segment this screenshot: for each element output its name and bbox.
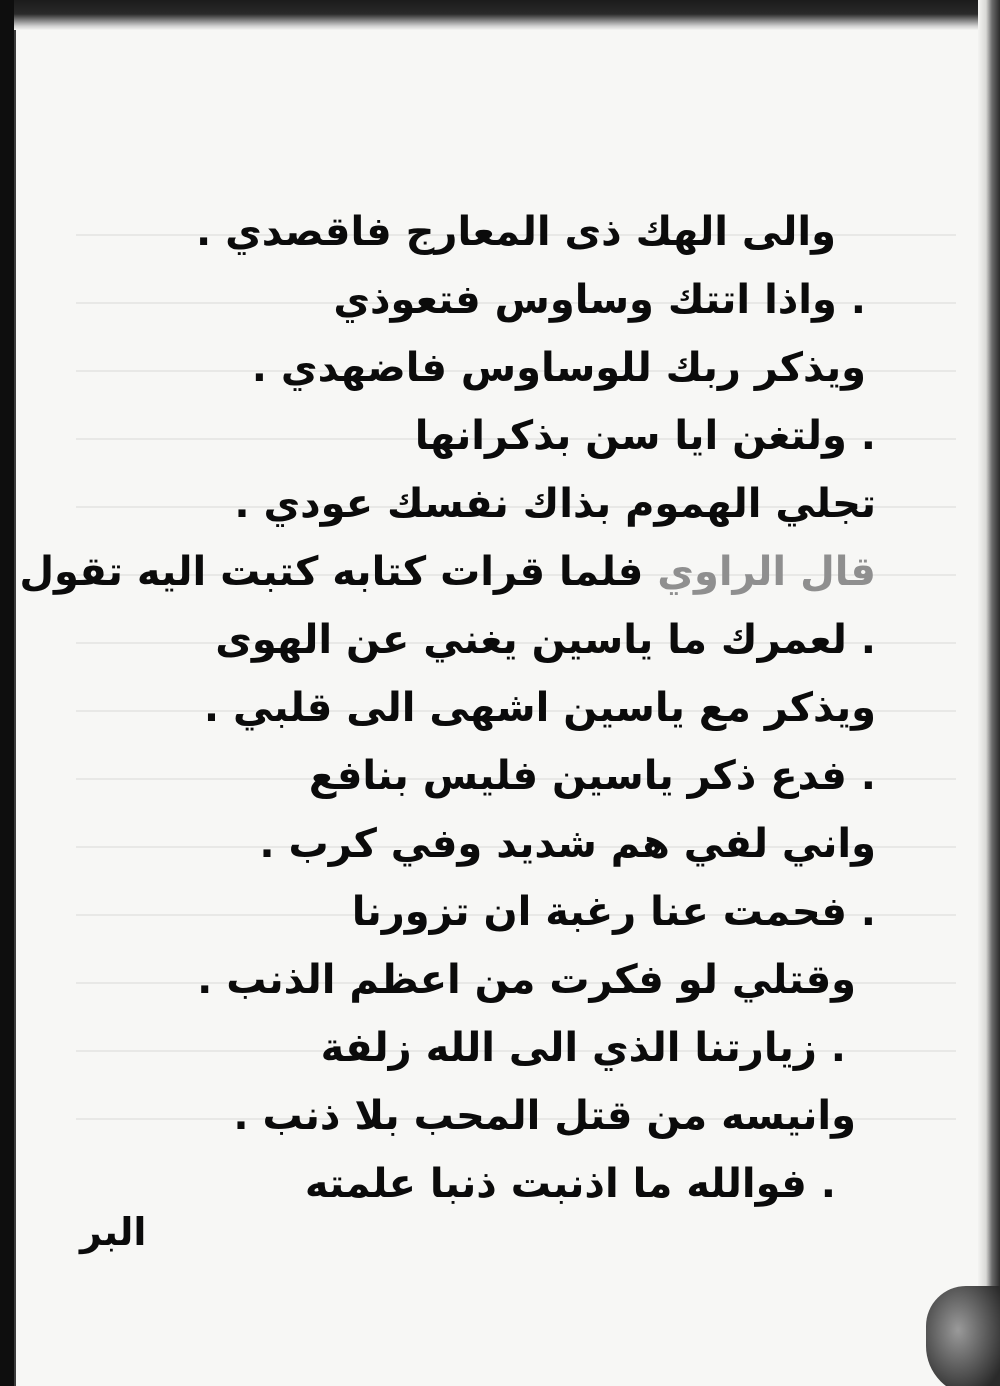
scan-top-edge	[0, 0, 1000, 30]
scan-left-edge	[0, 0, 14, 1386]
text-line: وانيسه من قتل المحب بلا ذنب .	[233, 1093, 856, 1139]
text-line: . لعمرك ما ياسين يغني عن الهوى	[215, 617, 876, 663]
text-block	[19, 198, 876, 1218]
text-line: ويذكر مع ياسين اشهى الى قلبي .	[203, 685, 876, 731]
manuscript-page	[14, 30, 980, 1386]
text-line: . ولتغن ايا سن بذكرانها	[414, 413, 876, 459]
text-line: ويذكر ربك للوساوس فاضهدي .	[251, 345, 866, 391]
text-line: . واذا اتتك وساوس فتعوذي	[333, 277, 866, 323]
text-line: قال الراوي فلما قرات كتابه كتبت اليه تقول	[19, 549, 876, 595]
text-line: . فدع ذكر ياسين فليس بنافع	[308, 753, 876, 799]
text-line: والى الهك ذى المعارج فاقصدي .	[195, 209, 836, 255]
text-line: تجلي الهموم بذاك نفسك عودي .	[234, 481, 876, 527]
scan-right-edge	[978, 0, 1000, 1386]
catchword: البر	[80, 1210, 147, 1254]
text-line: . فحمت عنا رغبة ان تزورنا	[351, 889, 876, 935]
text-line: . فوالله ما اذنبت ذنبا علمته	[304, 1161, 836, 1207]
thumb-shadow	[926, 1286, 1000, 1386]
text-line: وقتلي لو فكرت من اعظم الذنب .	[197, 957, 856, 1003]
text-line: واني لفي هم شديد وفي كرب .	[259, 821, 876, 867]
text-line: . زيارتنا الذي الى الله زلفة	[320, 1025, 846, 1071]
rubric-heading: قال الراوي	[657, 549, 876, 595]
